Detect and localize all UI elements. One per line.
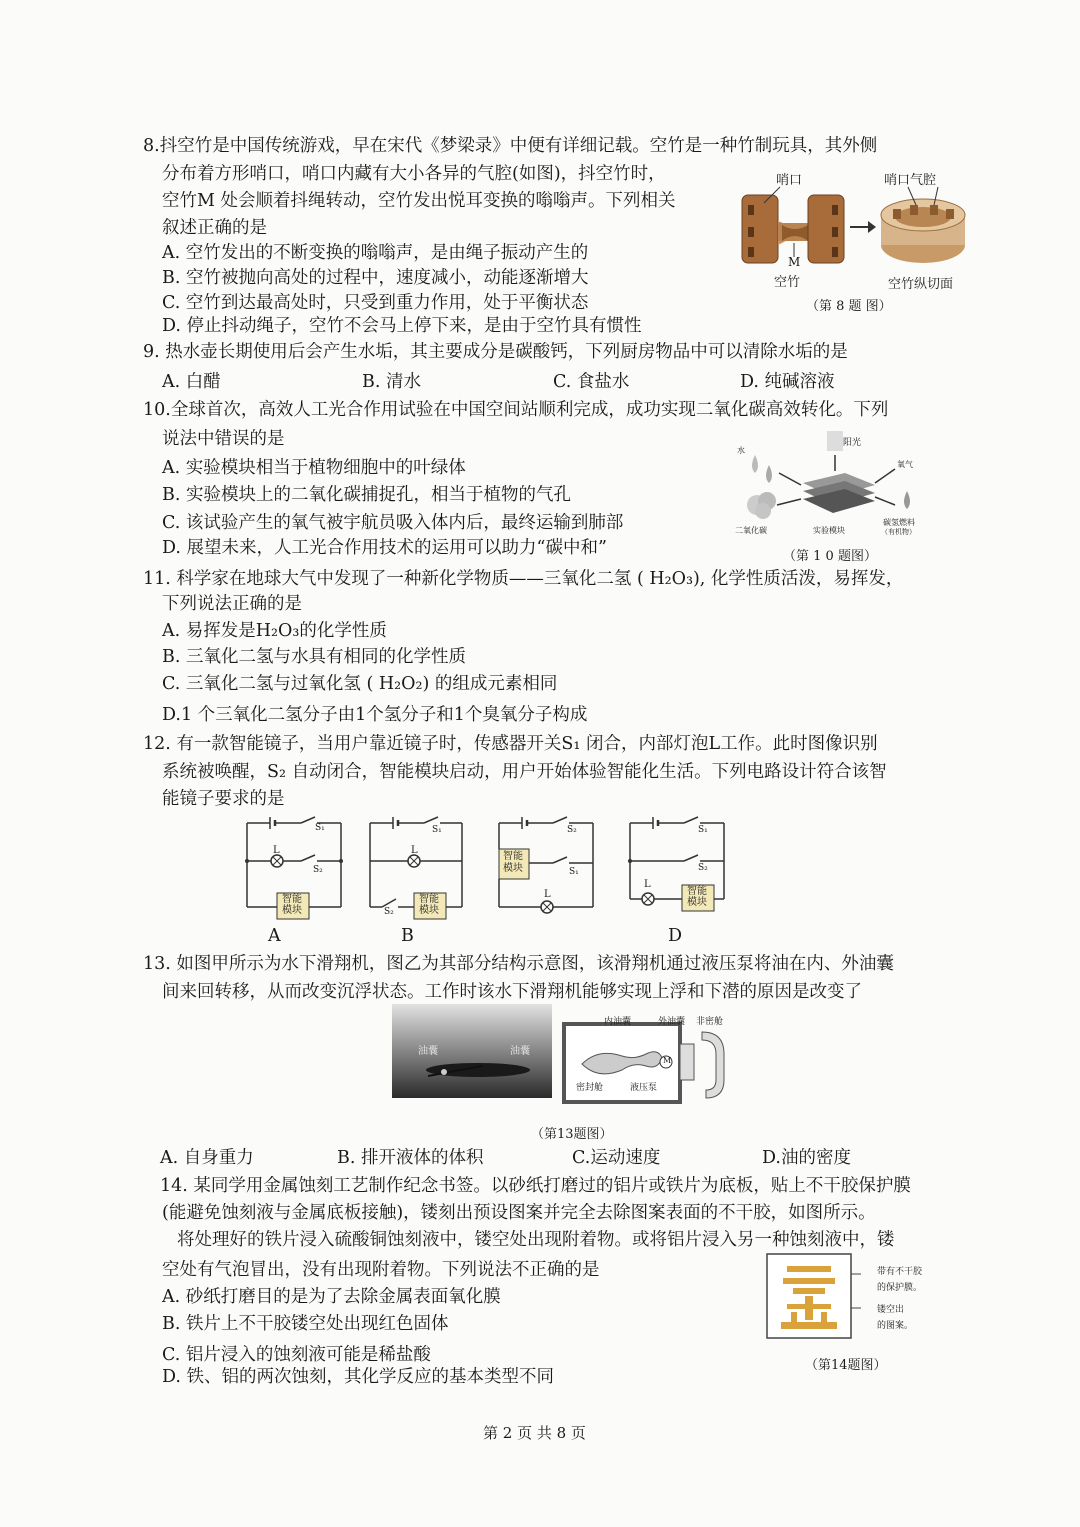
q9-stem: 9. 热水壶长期使用后会产生水垢，其主要成分是碳酸钙，下列厨房物品中可以清除水垢的是 [143,342,848,362]
q12-label-d: D [668,926,683,946]
q12-a-module: 智能 模块 [282,894,302,916]
q10-option-d: D. 展望未来，人工光合作用技术的运用可以助力“碳中和” [162,538,607,558]
q12-line-3: 能镜子要求的是 [162,789,285,809]
q8-option-c: C. 空竹到达最高处时，只受到重力作用，处于平衡状态 [162,293,589,313]
q8-figure-diabolo [738,165,968,315]
q11-option-b: B. 三氧化二氢与水具有相同的化学性质 [162,647,466,667]
q12-a-lamp: L [273,845,280,856]
q12-b-s1: S₁ [432,825,442,835]
q14-label-n1: 带有不干胶 [877,1267,923,1277]
q10-label-water: 水 [737,446,745,455]
q10-figure-caption: （第 1 0 题图） [783,549,877,564]
q8-line-2: 分布着方形哨口，哨口内藏有大小各异的气腔(如图)，抖空竹时， [162,164,666,184]
q12-line-2: 系统被唤醒，S₂ 自动闭合，智能模块启动，用户开始体验智能化生活。下列电路设计符合该智 [162,762,887,782]
q8-line-4: 叙述正确的是 [162,218,267,238]
q9-option-c: C. 食盐水 [553,372,630,392]
q14-label-n3: 镂空出 [877,1305,905,1315]
q12-circuit-c [497,815,597,920]
q13-figure-glider-photo [392,1004,552,1098]
q13-figure-structure [562,1014,732,1106]
q11-option-c: C. 三氧化二氢与过氧化氢 ( H₂O₂) 的组成元素相同 [162,674,558,694]
q13-option-c: C.运动速度 [572,1148,661,1168]
q13-figure-caption: （第13题图） [531,1127,613,1142]
q8-figure-caption: （第 8 题 图） [806,299,892,314]
q13-option-a: A. 自身重力 [160,1148,254,1168]
q13-label-m: M [663,1056,672,1065]
q12-d-s2: S₂ [698,863,708,873]
q13-line-2: 间来回转移，从而改变沉浮状态。工作时该水下滑翔机能够实现上浮和下潜的原因是改变了 [162,982,862,1002]
q14-option-c: C. 铝片浸入的蚀刻液可能是稀盐酸 [162,1345,431,1365]
q12-circuit-d [628,815,728,920]
q12-c-module: 智能 模块 [503,851,523,874]
q11-option-d: D.1 个三氧化二氢分子由1个氢分子和1个臭氧分子构成 [162,705,588,725]
q13-label-inner: 内油囊 [604,1017,632,1027]
q9-option-a: A. 白醋 [162,372,221,392]
q8-option-a: A. 空竹发出的不断变换的嗡嗡声，是由绳子振动产生的 [162,243,589,263]
q10-label-sun: 阳光 [843,438,862,448]
q13-photo-bag-right: 油囊 [510,1046,530,1057]
q13-option-d: D.油的密度 [762,1148,851,1168]
q14-option-a: A. 砂纸打磨目的是为了去除金属表面氧化膜 [162,1287,501,1307]
q10-label-module: 实验模块 [813,526,845,535]
q13-line-1: 13. 如图甲所示为水下滑翔机，图乙为其部分结构示意图，该滑翔机通过液压泵将油在内、外油囊 [143,954,894,974]
q8-option-b: B. 空竹被抛向高处的过程中，速度减小，动能逐渐增大 [162,268,589,288]
q14-label-n2: 的保护膜。 [877,1283,923,1293]
q10-label-co2: 二氧化碳 [735,526,767,535]
q8-line-3: 空竹M 处会顺着抖绳转动，空竹发出悦耳变换的嗡嗡声。下列相关 [162,191,676,211]
q10-figure-photosynthesis [735,425,935,565]
q8-label-section: 空竹纵切面 [888,277,954,292]
q12-b-module: 智能 模块 [419,894,439,916]
q13-option-b: B. 排开液体的体积 [337,1148,484,1168]
q14-line-2: (能避免蚀刻液与金属底板接触)，镂刻出预设图案并完全去除图案表面的不干胶，如图所示。 [162,1203,876,1223]
q10-line-2: 说法中错误的是 [162,429,285,449]
q13-label-pump: 液压泵 [630,1083,658,1093]
q8-line-1: 8.抖空竹是中国传统游戏，早在宋代《梦梁录》中便有详细记载。空竹是一种竹制玩具，其外侧 [143,136,878,156]
q12-label-a: A [268,926,281,946]
q14-figure-caption: （第14题图） [805,1358,887,1373]
q12-c-s2: S₂ [567,825,577,835]
q10-label-organic: （有机物） [881,528,916,536]
q14-line-4: 空处有气泡冒出，没有出现附着物。下列说法不正确的是 [162,1260,600,1280]
q10-line-1: 10.全球首次，高效人工光合作用试验在中国空间站顺利完成，成功实现二氧化碳高效转化。下列 [143,400,889,420]
q12-c-lamp: L [544,889,551,900]
q14-figure-bookmark [765,1252,965,1382]
q12-circuit-a [245,815,345,920]
q10-option-c: C. 该试验产生的氧气被宇航员吸入体内后，最终运输到肺部 [162,513,624,533]
q8-option-d: D. 停止抖动绳子，空竹不会马上停下来，是由于空竹具有惯性 [162,316,642,336]
q14-option-b: B. 铁片上不干胶镂空处出现红色固体 [162,1314,449,1334]
q9-option-b: B. 清水 [362,372,421,392]
q13-label-outer: 外油囊 [658,1017,686,1027]
q12-line-1: 12. 有一款智能镜子，当用户靠近镜子时，传感器开关S₁ 闭合，内部灯泡L工作。此时图像识别 [143,734,878,754]
q10-option-b: B. 实验模块上的二氧化碳捕捉孔，相当于植物的气孔 [162,485,571,505]
q14-line-3: 将处理好的铁片浸入硫酸铜蚀刻液中，镂空处出现附着物。或将铝片浸入另一种蚀刻液中，镂 [177,1230,895,1250]
q11-line-1: 11. 科学家在地球大气中发现了一种新化学物质——三氧化二氢 ( H₂O₃), 化学性质活泼，易挥发， [143,569,904,589]
q12-label-b: B [401,926,414,946]
q8-label-shaokou: 哨口 [776,173,803,188]
q10-option-a: A. 实验模块相当于植物细胞中的叶绿体 [162,458,466,478]
q12-a-s1: S₁ [315,823,325,833]
q12-c-s1: S₁ [569,867,579,877]
q12-circuit-b [368,815,468,920]
q9-option-d: D. 纯碱溶液 [740,372,835,392]
q13-label-nonsealed: 非密舱 [696,1017,724,1027]
q12-d-s1: S₁ [698,825,708,835]
q8-label-m: M [788,255,801,269]
q14-label-n4: 的图案。 [877,1321,914,1331]
q13-label-sealed: 密封舱 [576,1083,604,1093]
q10-label-oxygen: 氧气 [897,460,913,469]
q8-label-shaokou-qiqiang: 哨口气腔 [884,173,937,188]
q12-d-lamp: L [644,879,651,890]
q10-label-fuel: 碳氢燃料 [883,518,915,527]
page-footer: 第 2 页 共 8 页 [483,1424,586,1442]
q11-line-2: 下列说法正确的是 [162,594,302,614]
q12-d-module: 智能 模块 [687,886,707,908]
q14-line-1: 14. 某同学用金属蚀刻工艺制作纪念书签。以砂纸打磨过的铝片或铁片为底板，贴上不干胶保护膜 [160,1176,911,1196]
q12-b-s2: S₂ [384,907,394,917]
q11-option-a: A. 易挥发是H₂O₃的化学性质 [162,621,387,641]
q12-a-s2: S₂ [313,865,323,875]
q14-option-d: D. 铁、铝的两次蚀刻，其化学反应的基本类型不同 [162,1367,555,1387]
q12-b-lamp: L [411,845,418,856]
q8-label-kongzhu: 空竹 [774,275,801,290]
q13-photo-bag-left: 油囊 [418,1046,438,1057]
